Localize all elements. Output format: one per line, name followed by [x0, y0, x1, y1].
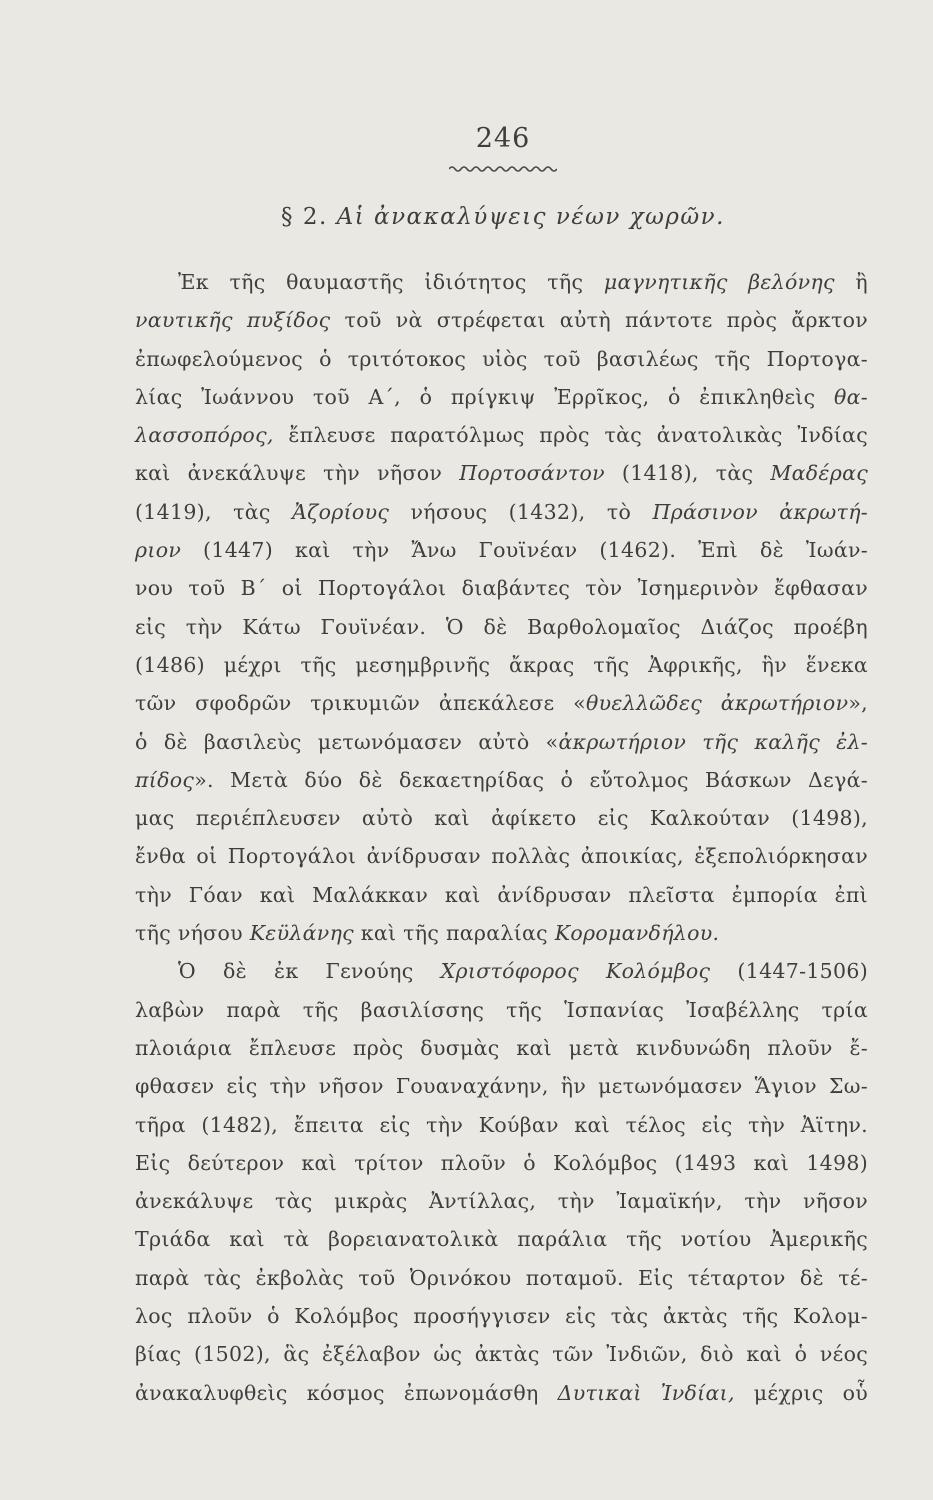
- italic-run: πίδος: [135, 767, 195, 792]
- text-run: (1447) καὶ τὴν Ἄνω Γουϊνέαν (1462). Ἐπὶ δὲ Ἰωάν-: [181, 538, 868, 563]
- text-line: [135, 608, 868, 646]
- paragraph: [135, 263, 868, 952]
- text-run: ὁ δὲ βασιλεὺς μετωνόμασεν αὐτὸ «: [135, 729, 559, 754]
- text-run: (1486) μέχρι τῆς μεσημβρινῆς ἄκρας τῆς Ἀφρικῆς, ἣν ἕνεκα: [135, 652, 868, 677]
- body-text: [135, 263, 868, 1412]
- text-run: Ἐκ τῆς θαυμαστῆς ἰδιότητος τῆς: [178, 270, 604, 294]
- text-line: [135, 1029, 868, 1067]
- text-line: [135, 416, 868, 454]
- text-line: [135, 991, 868, 1029]
- text-run: ἔνθα οἱ Πορτογάλοι ἀνίδρυσαν πολλὰς ἀποικίας, ἐξεπολιόρκησαν: [135, 844, 868, 869]
- text-line: [135, 876, 868, 914]
- text-run: λος πλοῦν ὁ Κολόμβος προσήγγισεν εἰς τὰς ἀκτὰς τῆς Κολομ-: [135, 1304, 868, 1329]
- text-run: τοῦ νὰ στρέφεται αὐτὴ πάντοτε πρὸς ἄρκτον: [330, 308, 869, 333]
- italic-run: Χριστόφορος Κολόμβος: [440, 959, 711, 984]
- text-run: Εἰς δεύτερον καὶ τρίτον πλοῦν ὁ Κολόμβος (1493 καὶ 1498): [135, 1150, 868, 1175]
- text-line: [135, 1182, 868, 1220]
- text-run: παρὰ τὰς ἐκβολὰς τοῦ Ὀρινόκου ποταμοῦ. Εἰς τέταρτον δὲ τέ-: [135, 1265, 868, 1290]
- text-line: [135, 761, 868, 799]
- text-line: [135, 1106, 868, 1144]
- italic-run: λασσοπόρος,: [135, 423, 274, 448]
- text-line: [135, 1144, 868, 1182]
- section-mark: § 2.: [281, 204, 328, 230]
- text-run: ἢ: [834, 270, 868, 294]
- text-line: [135, 1220, 868, 1258]
- text-line: [135, 378, 868, 416]
- text-run: τῆρα (1482), ἔπειτα εἰς τὴν Κούβαν καὶ τέλος εἰς τὴν Ἀϊτην.: [135, 1112, 868, 1137]
- text-run: μας περιέπλευσεν αὐτὸ καὶ ἀφίκετο εἰς Καλκούταν (1498),: [135, 806, 868, 831]
- italic-run: ἀκρωτήριον τῆς καλῆς ἐλ-: [558, 729, 868, 754]
- text-run: εἰς τὴν Κάτω Γουϊνέαν. Ὁ δὲ Βαρθολομαῖος Διάζος προέβη: [135, 614, 868, 639]
- text-run: ἀνεκάλυψε τὰς μικρὰς Ἀντίλλας, τὴν Ἰαμαϊκήν, τὴν νῆσον: [135, 1189, 868, 1214]
- text-line: [135, 1335, 868, 1373]
- text-line: [135, 1297, 868, 1335]
- text-line: [135, 1374, 868, 1412]
- italic-run: Δυτικαὶ Ἰνδίαι,: [557, 1380, 735, 1405]
- italic-run: Πράσινον ἀκρωτή-: [652, 499, 869, 524]
- text-line: [135, 837, 868, 875]
- text-run: ἔπλευσε παρατόλμως πρὸς τὰς ἀνατολικὰς Ἰνδίας: [273, 423, 868, 448]
- italic-run: Μαδέρας: [770, 461, 868, 486]
- text-line: [135, 531, 868, 569]
- text-run: φθασεν εἰς τὴν νῆσον Γουαναχάνην, ἣν μετωνόμασεν Ἅγιον Σω-: [135, 1074, 868, 1099]
- text-line: [135, 684, 868, 722]
- italic-run: Πορτοσάντον: [459, 461, 605, 486]
- text-run: τῆς νήσου: [135, 921, 250, 946]
- text-run: Ὁ δὲ ἐκ Γενούης: [178, 959, 441, 984]
- italic-run: ριον: [135, 538, 182, 563]
- text-line: [135, 646, 868, 684]
- text-line: [135, 914, 868, 952]
- text-run: πλοιάρια ἔπλευσε πρὸς δυσμὰς καὶ μετὰ κινδυνώδη πλοῦν ἔ-: [135, 1035, 868, 1060]
- text-run: τὴν Γόαν καὶ Μαλάκκαν καὶ ἀνίδρυσαν πλεῖστα ἐμπορία ἐπὶ: [135, 882, 868, 907]
- text-line: [135, 301, 868, 339]
- text-run: »,: [848, 691, 868, 716]
- text-run: ἐπωφελούμενος ὁ τριτότοκος υἱὸς τοῦ βασιλέως τῆς Πορτογα-: [135, 346, 868, 371]
- text-line: [135, 263, 868, 301]
- italic-run: Κεϋλάνης: [249, 921, 354, 946]
- italic-run: θα-: [833, 384, 868, 409]
- text-line: [135, 454, 868, 492]
- section-title: Αἱ ἀνακαλύψεις νέων χωρῶν.: [336, 204, 725, 230]
- text-run: καὶ ἀνεκάλυψε τὴν νῆσον: [135, 461, 460, 486]
- text-run: μέχρις οὗ: [734, 1380, 868, 1405]
- text-line: [135, 1259, 868, 1297]
- text-line: [135, 340, 868, 378]
- paragraph: [135, 952, 868, 1412]
- italic-run: θυελλῶδες ἀκρωτήριον: [586, 691, 849, 716]
- text-line: [135, 952, 868, 990]
- text-run: τῶν σφοδρῶν τρικυμιῶν ἀπεκάλεσε «: [135, 691, 586, 716]
- text-run: (1447-1506): [710, 959, 869, 984]
- text-run: βίας (1502), ἃς ἐξέλαβον ὡς ἀκτὰς τῶν Ἰνδιῶν, διὸ καὶ ὁ νέος: [135, 1342, 868, 1367]
- text-run: (1418), τὰς: [604, 461, 771, 486]
- section-heading: [0, 204, 933, 230]
- text-run: (1419), τὰς: [135, 499, 293, 524]
- text-run: Τριάδα καὶ τὰ βορειανατολικὰ παράλια τῆς νοτίου Ἀμερικῆς: [135, 1227, 868, 1252]
- text-run: ». Μετὰ δύο δὲ δεκαετηρίδας ὁ εὔτολμος Βάσκων Δεγά-: [194, 767, 868, 792]
- text-run: νήσους (1432), τὸ: [389, 499, 653, 524]
- text-line: [135, 1067, 868, 1105]
- italic-run: Κορομανδήλου.: [554, 921, 720, 946]
- italic-run: Ἀζορίους: [292, 499, 390, 524]
- ornament-divider: [449, 165, 557, 173]
- text-line: [135, 493, 868, 531]
- text-run: καὶ τῆς παραλίας: [353, 921, 555, 946]
- text-run: λίας Ἰωάννου τοῦ Α΄, ὁ πρίγκιψ Ἐρρῖκος, ὁ ἐπικληθεὶς: [135, 384, 834, 409]
- text-line: [135, 799, 868, 837]
- text-run: λαβὼν παρὰ τῆς βασιλίσσης τῆς Ἱσπανίας Ἰσαβέλλης τρία: [135, 997, 868, 1022]
- italic-run: μαγνητικῆς βελόνης: [603, 270, 835, 294]
- text-line: [135, 569, 868, 607]
- text-run: νου τοῦ Β΄ οἱ Πορτογάλοι διαβάντες τὸν Ἰσημερινὸν ἔφθασαν: [135, 576, 868, 601]
- text-run: ἀνακαλυφθεὶς κόσμος ἐπωνομάσθη: [135, 1380, 558, 1405]
- italic-run: ναυτικῆς πυξίδος: [135, 308, 331, 333]
- text-line: [135, 723, 868, 761]
- page-number: 246: [475, 123, 531, 154]
